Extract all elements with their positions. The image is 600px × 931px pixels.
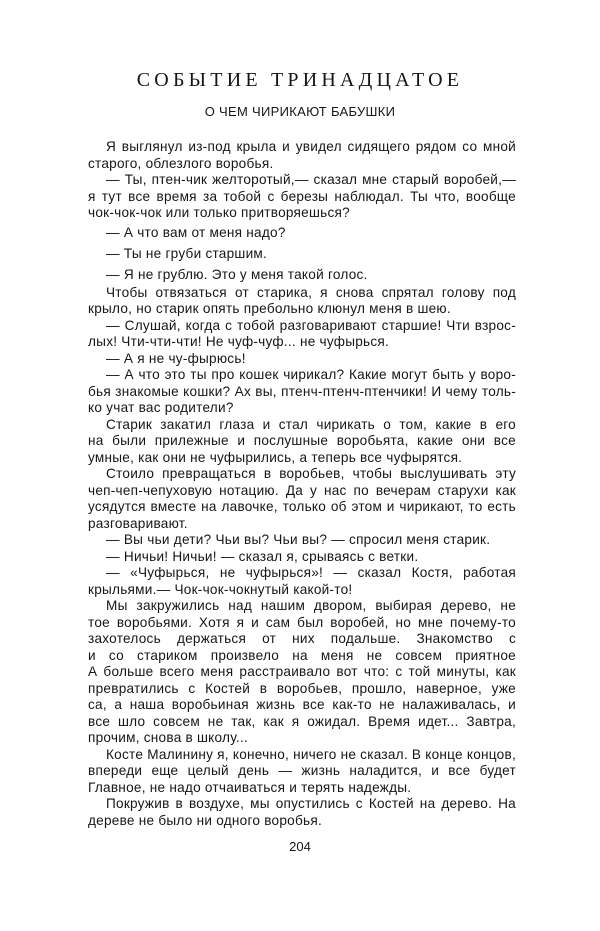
page-number: 204 <box>289 839 311 854</box>
text-line: превратились с Костей в воробьев, прошло, наверное, уже <box>88 680 516 696</box>
paragraph <box>88 466 516 532</box>
paragraph <box>88 417 516 467</box>
paragraph <box>88 549 516 566</box>
text-line: Покружив в воздухе, мы опустились с Костей на дерево. На <box>106 796 516 811</box>
paragraph <box>88 747 516 797</box>
text-line: А больше всего меня расстраивало вот что: с той минуты, как <box>88 664 516 679</box>
text-line: тое воробьями. Хотя я и сам был воробей, но мне почему-то <box>88 614 516 630</box>
paragraph <box>88 172 516 222</box>
paragraph <box>88 139 516 172</box>
text-line: Косте Малинину я, конечно, ничего не сказал. В конце концов, <box>106 746 516 762</box>
paragraph <box>88 285 516 318</box>
text-line: — Ты, птен-чик желторотый,— сказал мне старый воробей,— <box>106 172 516 187</box>
text-line: Мы закружились над нашим двором, выбирая дерево, не <box>106 598 516 613</box>
text-line: и со стариком произвело на меня не совсем приятное <box>88 647 516 663</box>
paragraph <box>88 367 516 417</box>
text-line: — Слушай, когда с тобой разговаривают старшие! Чти взрос- <box>106 317 516 333</box>
text-line: старого, облезлого воробья. <box>88 155 274 171</box>
text-line: крыло, но старик опять пребольно клюнул меня в шею. <box>88 301 451 316</box>
chapter-title: СОБЫТИЕ ТРИНАДЦАТОЕ <box>136 69 464 91</box>
text-line: прочим, снова в школу... <box>88 730 248 745</box>
text-line: — Ты не груби старшим. <box>106 245 268 261</box>
text-line: — А что это ты про кошек чирикал? Какие могут быть у воро- <box>106 367 516 382</box>
paragraph <box>88 351 516 368</box>
chapter-body-text <box>88 139 516 829</box>
text-line: усядутся вместе на лавочке, только об этом и чирикают, то есть <box>88 499 516 514</box>
paragraph <box>88 244 516 264</box>
paragraph <box>88 598 516 747</box>
text-line: я тут все время за тобой с березы наблюдал. Ты что, вообще <box>88 188 516 204</box>
text-line: Я выглянул из-под крыла и увидел сидящего рядом со мной <box>106 139 516 154</box>
text-line: ко учат вас родители? <box>88 400 234 415</box>
text-line: Стоило превращаться в воробьев, чтобы выслушивать эту <box>106 466 516 481</box>
text-line: крыльями.— Чок-чок-чокнутый какой-то! <box>88 581 353 597</box>
text-line: разговаривают. <box>88 515 188 531</box>
paragraph <box>88 532 516 549</box>
text-line: — Вы чьи дети? Чьи вы? Чьи вы? — спросил меня старик. <box>106 532 491 547</box>
text-line: чеп-чеп-чепуховую нотацию. Да у нас по вечерам старухи как <box>88 482 516 498</box>
text-line: дереве не было ни одного воробья. <box>88 812 322 828</box>
paragraph <box>88 565 516 598</box>
text-line: — «Чуфырься, не чуфырься»! — сказал Костя, работая <box>106 565 516 580</box>
text-line: са, а наша воробьиная жизнь все как-то не налаживалась, и <box>88 697 516 712</box>
text-line: Старик закатил глаза и стал чирикать о том, какие в его <box>106 416 516 432</box>
text-line: на были прилежные и послушные воробьята, какие они все <box>88 433 516 448</box>
text-line: все шло совсем не так, как я ожидал. Время идет... Завтра, <box>88 713 516 729</box>
text-line: захотелось держаться от них подальше. Знакомство с <box>88 631 516 646</box>
text-line: чок-чок-чок или только притворяешься? <box>88 205 350 220</box>
chapter-subtitle: О ЧЕМ ЧИРИКАЮТ БАБУШКИ <box>204 104 396 119</box>
paragraph <box>88 265 516 285</box>
text-line: умные, как они не чуфырились, а теперь все чуфырятся. <box>88 449 463 465</box>
paragraph <box>88 318 516 351</box>
text-line: Чтобы отвязаться от старика, я снова спрятал голову под <box>106 284 516 300</box>
text-line: — Я не грублю. Это у меня такой голос. <box>106 266 368 282</box>
text-line: Главное, не надо отчаиваться и терять надежды. <box>88 779 412 795</box>
text-line: — А что вам от меня надо? <box>106 224 286 240</box>
text-line: — А я не чу-фырюсь! <box>106 350 246 366</box>
paragraph <box>88 223 516 243</box>
text-line: — Ничьи! Ничьи! — сказал я, срываясь с ветки. <box>106 548 419 564</box>
text-line: бья знакомые кошки? Ах вы, птенч-птенч-птенчики! И чему толь- <box>88 383 516 399</box>
text-line: впереди еще целый день — жизнь наладится, и все будет <box>88 763 516 778</box>
text-line: лых! Чти-чти-чти! Не чуф-чуф... не чуфырься. <box>88 334 390 349</box>
paragraph <box>88 796 516 829</box>
